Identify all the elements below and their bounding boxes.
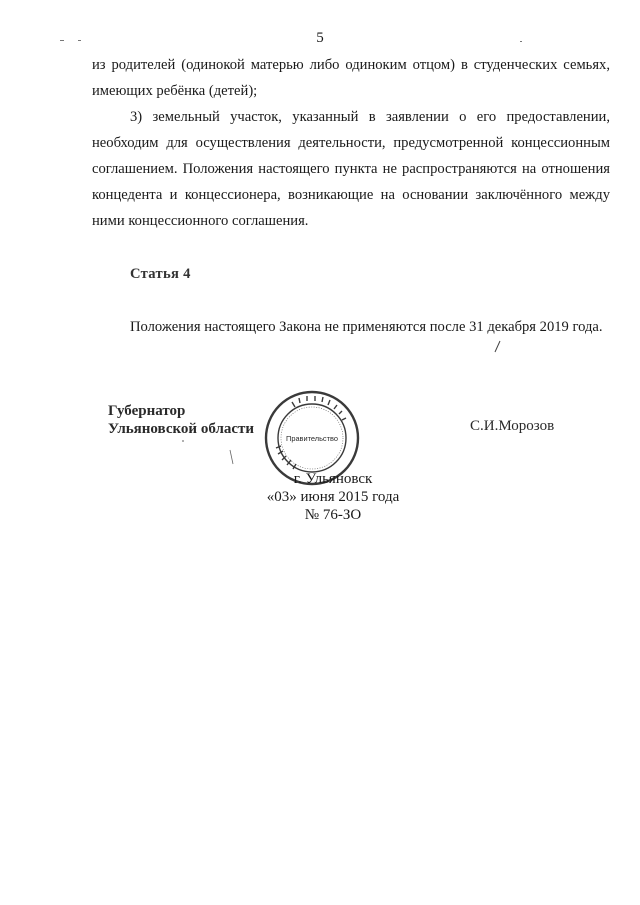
scan-speck [520, 41, 522, 42]
signatory-name: С.И.Морозов [470, 418, 555, 434]
issuance-number: № 76-ЗО [304, 507, 362, 523]
seal-center-text: Правительство [286, 434, 338, 443]
paragraph-text: 3) земельный участок, указанный в заявлении о его предоставлении, необходим для осуществления деятельности, предусмотренной концессионным соглашением. Положения настоящего пункта не распространяются на отношения концедента и концессионера, возникающие на основании заключённого между ними концессионного соглашения. [92, 109, 610, 229]
paragraph-continuation [92, 52, 610, 104]
paragraph-line: из родителей (одинокой матерью либо одиноким отцом) в студенческих семьях, [92, 57, 610, 73]
paragraph-item-3 [92, 104, 610, 234]
pen-mark [492, 340, 502, 354]
scan-mark [228, 448, 236, 468]
issuance-block [258, 470, 408, 524]
scan-speck [78, 40, 81, 41]
signatory-title-line: Губернатор [108, 403, 186, 419]
scan-speck [60, 40, 64, 41]
paragraph-line: имеющих ребёнка (детей); [92, 83, 258, 99]
article-heading: Статья 4 [130, 266, 191, 282]
issuance-date: «03» июня 2015 года [266, 489, 400, 505]
issuance-place: г. Ульяновск [293, 471, 373, 487]
signatory-title [108, 402, 254, 438]
article-text: Положения настоящего Закона не применяются после 31 декабря 2019 года. [130, 319, 603, 335]
signatory-title-line: Ульяновской области [108, 421, 255, 437]
page-number: 5 [316, 30, 324, 46]
scan-mark [180, 438, 186, 444]
